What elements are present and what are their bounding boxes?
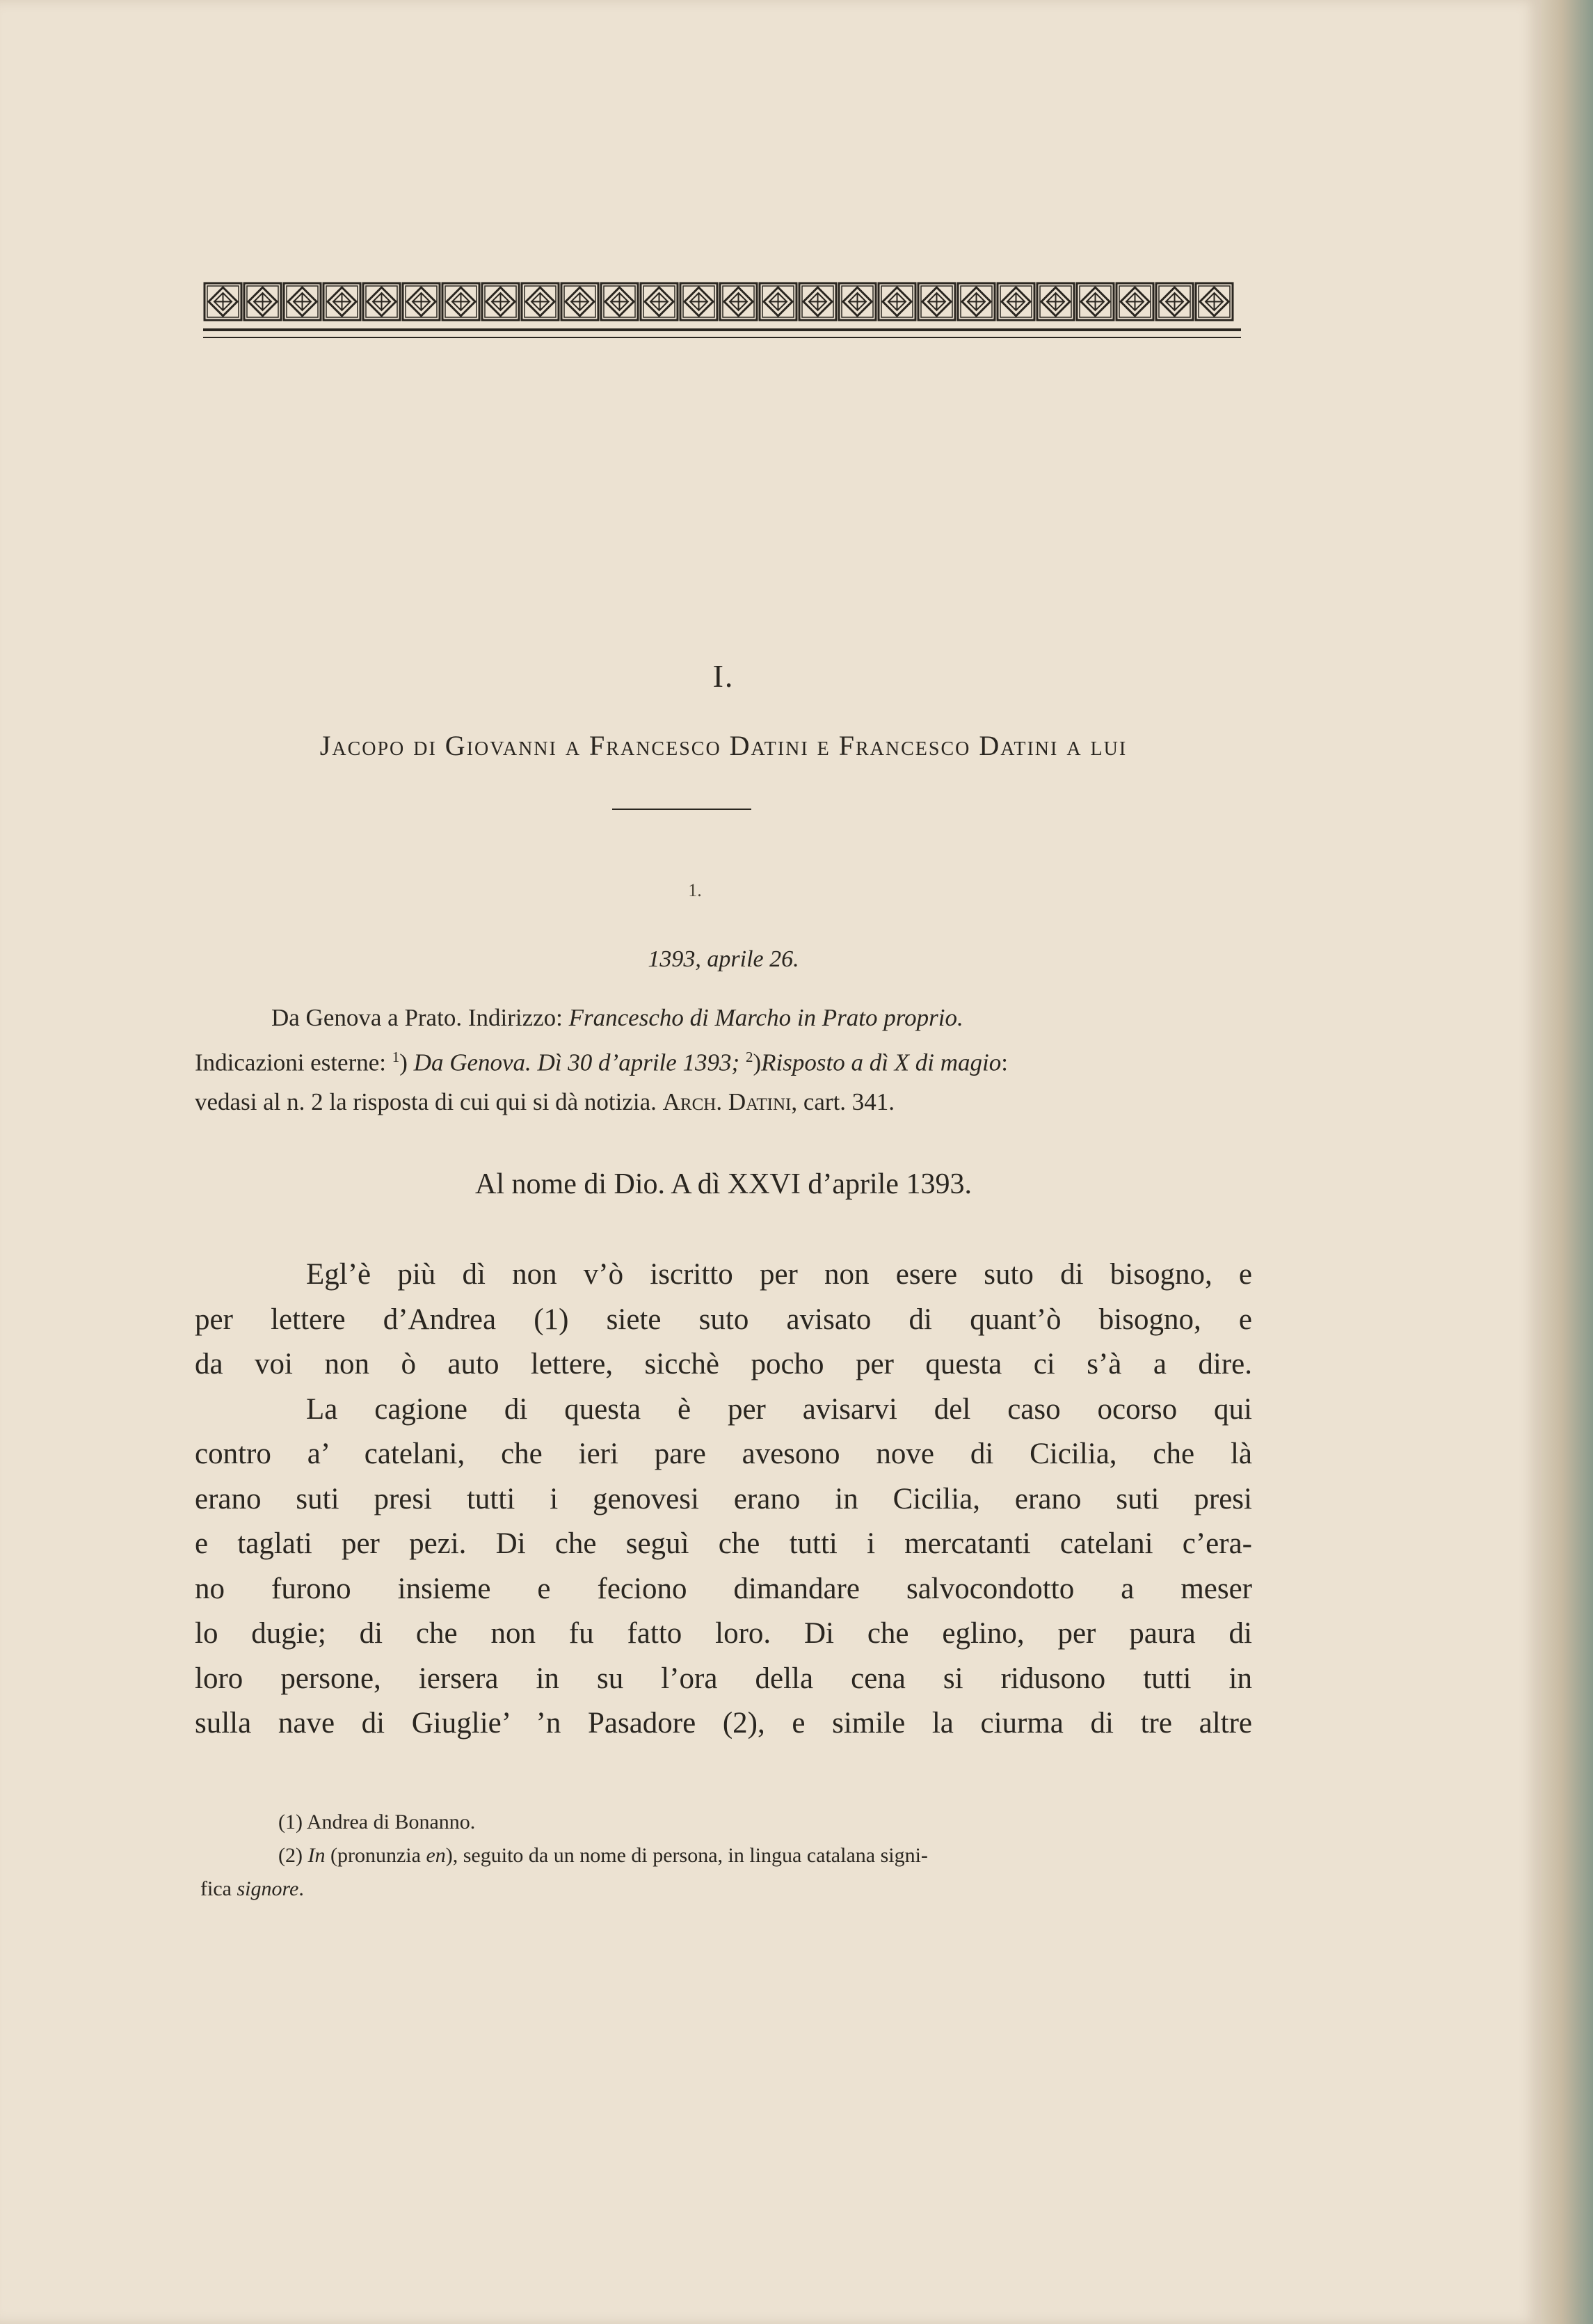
body-line: no furono insieme e feciono dimandare salvocondotto a meser xyxy=(195,1572,1252,1605)
diamond-knot-ornament-icon xyxy=(282,282,322,321)
diamond-knot-ornament-icon xyxy=(1155,282,1194,321)
footnote-text: ), seguito da un nome di persona, in lingua catalana signi- xyxy=(445,1844,928,1867)
diamond-knot-ornament-icon xyxy=(203,282,243,321)
diamond-knot-ornament-icon xyxy=(719,282,758,321)
note-line xyxy=(195,1037,1259,1083)
note-text: , cart. 341. xyxy=(791,1088,895,1115)
footnote-text: (pronunzia xyxy=(325,1844,426,1867)
footnotes xyxy=(200,1806,1252,1906)
diamond-knot-ornament-icon xyxy=(322,282,362,321)
note-text: Indicazioni esterne: xyxy=(195,1049,392,1076)
footnote-text: fica xyxy=(200,1877,237,1900)
footnote-term: In xyxy=(307,1844,326,1867)
note-text: ) xyxy=(399,1049,414,1076)
note-superscript: 2 xyxy=(745,1049,753,1065)
note-archive: Arch. Datini xyxy=(662,1088,792,1115)
chapter-number: I. xyxy=(712,658,735,694)
letter-greeting: Al nome di Dio. A dì XXVI d’aprile 1393. xyxy=(475,1168,972,1200)
body-line: e taglati per pezi. Di che seguì che tutti i mercatanti catelani c’era- xyxy=(195,1527,1252,1560)
diamond-knot-ornament-icon xyxy=(481,282,520,321)
note-line xyxy=(195,1083,1259,1122)
footnote-2 xyxy=(278,1839,1252,1872)
body-line: da voi non ò auto lettere, sicchè pocho per questa ci s’à a dire. xyxy=(195,1348,1252,1380)
body-line: per lettere d’Andrea (1) siete suto avisato di quant’ò bisogno, e xyxy=(195,1303,1252,1336)
note-superscript: 1 xyxy=(392,1049,400,1065)
header-rule-thick xyxy=(203,328,1241,331)
diamond-knot-ornament-icon xyxy=(1115,282,1155,321)
header-rule-thin xyxy=(203,337,1241,338)
title-divider xyxy=(612,809,751,810)
body-line: sulla nave di Giuglie’ ’n Pasadore (2), e simile la ciurma di tre altre xyxy=(195,1707,1252,1740)
diamond-knot-ornament-icon xyxy=(838,282,877,321)
letter-body xyxy=(195,1252,1252,1746)
body-line: contro a’ catelani, che ieri pare avesono nove di Cicilia, che là xyxy=(195,1438,1252,1470)
chapter-title: Jacopo di Giovanni a Francesco Datini e Francesco Datini a lui xyxy=(319,730,1128,761)
footnote-text: . xyxy=(298,1877,304,1900)
footnote-term: en xyxy=(426,1844,446,1867)
entry-number: 1. xyxy=(688,880,702,900)
body-line: lo dugie; di che non fu fatto loro. Di che eglino, per paura di xyxy=(195,1617,1252,1650)
footnote-1: (1) Andrea di Bonanno. xyxy=(278,1810,476,1833)
body-line: loro persone, iersera in su l’ora della cena si ridusono tutti in xyxy=(195,1662,1252,1695)
note-external-1: Da Genova. Dì 30 d’aprile 1393; xyxy=(413,1049,746,1076)
diamond-knot-ornament-icon xyxy=(956,282,996,321)
note-text: : xyxy=(1001,1049,1009,1076)
note-text: vedasi al n. 2 la risposta di cui qui si dà notizia. xyxy=(195,1088,663,1115)
footnote-2-continued xyxy=(200,1872,1252,1906)
diamond-knot-ornament-icon xyxy=(401,282,441,321)
adjacent-page-edge xyxy=(1541,0,1593,2324)
body-line: La cagione di questa è per avisarvi del caso ocorso qui xyxy=(306,1392,1252,1426)
diamond-knot-ornament-icon xyxy=(520,282,560,321)
body-line: Egl’è più dì non v’ò iscritto per non esere suto di bisogno, e xyxy=(306,1258,1252,1291)
diamond-knot-ornament-icon xyxy=(441,282,481,321)
diamond-knot-ornament-icon xyxy=(1075,282,1115,321)
diamond-knot-ornament-icon xyxy=(758,282,798,321)
diamond-knot-ornament-icon xyxy=(639,282,679,321)
diamond-knot-ornament-icon xyxy=(1036,282,1075,321)
diamond-knot-ornament-icon xyxy=(560,282,600,321)
note-text: ) xyxy=(753,1049,762,1076)
body-line: erano suti presi tutti i genovesi erano in Cicilia, erano suti presi xyxy=(195,1482,1252,1515)
diamond-knot-ornament-icon xyxy=(996,282,1036,321)
diamond-knot-ornament-icon xyxy=(798,282,838,321)
diamond-knot-ornament-icon xyxy=(1194,282,1234,321)
note-line xyxy=(195,998,1259,1037)
diamond-knot-ornament-icon xyxy=(679,282,719,321)
diamond-knot-ornament-icon xyxy=(243,282,282,321)
editorial-note xyxy=(195,998,1259,1122)
letter-date: 1393, aprile 26. xyxy=(648,946,799,972)
diamond-knot-ornament-icon xyxy=(877,282,917,321)
footnote-term: signore xyxy=(237,1877,299,1900)
note-text: Da Genova a Prato. Indirizzo: xyxy=(271,1004,569,1031)
note-address: Francescho di Marcho in Prato proprio. xyxy=(568,1004,963,1031)
diamond-knot-ornament-icon xyxy=(917,282,956,321)
diamond-knot-ornament-icon xyxy=(362,282,401,321)
note-external-2: Risposto a dì X di magio xyxy=(761,1049,1002,1076)
footnote-text: (2) xyxy=(278,1844,308,1867)
ornamental-header-band xyxy=(203,282,1241,321)
diamond-knot-ornament-icon xyxy=(600,282,639,321)
